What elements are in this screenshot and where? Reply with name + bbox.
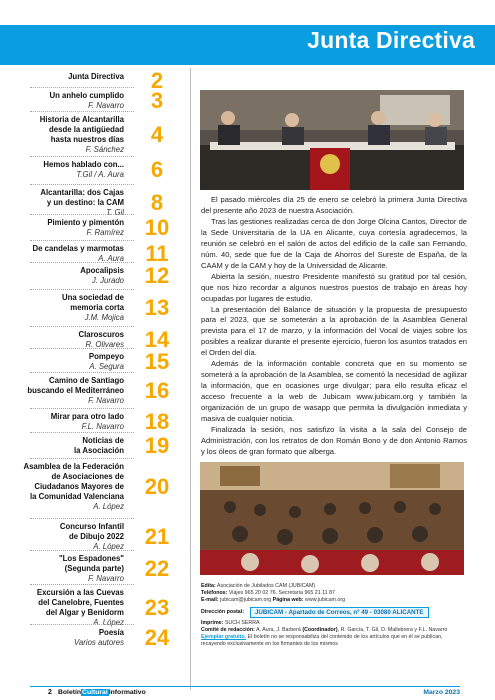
toc-title: Asamblea de la Federación de Asociaciones de Ciudadanos Mayores de la Comunidad Valenciana (23, 462, 124, 501)
toc-entry-text (0, 412, 124, 432)
toc-page-number: 4 (150, 122, 164, 147)
toc-author: T. Gil (106, 208, 124, 217)
toc-separator (30, 184, 134, 185)
toc-separator (30, 111, 134, 112)
toc-separator (30, 326, 134, 327)
toc-entry-text (0, 628, 124, 648)
credits-block (201, 583, 466, 649)
toc-entry-text (0, 266, 124, 286)
toc-entry-text (0, 352, 124, 372)
footer-date: Marzo 2023 (423, 689, 460, 696)
toc-title: Hemos hablado con... (43, 160, 124, 169)
toc-author: T.Gil / A. Aura (76, 170, 124, 179)
toc-author: R. Olivares (85, 340, 124, 349)
toc-title: Apocalipsis (80, 266, 124, 275)
toc-page-number: 6 (150, 157, 164, 182)
toc-separator (30, 458, 134, 459)
toc-author: A. López (93, 618, 124, 627)
toc-page-number: 8 (150, 190, 164, 215)
toc-separator (30, 156, 134, 157)
toc-author: A. Aura (98, 254, 124, 263)
address-brand: JUBICAM (254, 608, 284, 616)
page-title: Junta Directiva (307, 27, 475, 53)
toc-separator (30, 550, 134, 551)
toc-title: Mirar para otro lado (50, 412, 124, 421)
toc-author: J.M. Mojica (84, 313, 124, 322)
article-paragraph: El pasado miércoles día 25 de enero se celebró la primera Junta Directiva del presente año 2023 de nuestra Asociación. (201, 195, 467, 215)
toc-entry-text (0, 293, 124, 323)
toc-page-number: 16 (144, 378, 170, 403)
comite-coordinator: (Coordinador) (302, 627, 338, 634)
toc-page-number: 3 (150, 88, 164, 113)
toc-author: A. Segura (89, 362, 124, 371)
toc-page-number: 19 (144, 433, 170, 458)
toc-page-number: 20 (144, 474, 170, 499)
toc-page-number: 22 (144, 556, 170, 581)
toc-entry-text (0, 91, 124, 111)
article-paragraph: Además de la información contable concreta que en su momento se someterá a la aprobación de la Asamblea, se comentó la necesidad de agilizar la información, que en ocasiones urge divulgar; para ello resulta eficaz el acceso frecuente a la web de Jubicam www.jubicam.org y también la organización de un grupo de wasapp que permita la divulgación inmediata y masiva de cualquier noticia. (201, 359, 467, 424)
toc-title: Una sociedad de memoria corta (62, 293, 124, 312)
article-paragraph: Finalizada la sesión, nos satisfizo la visita a la sala del Consejo de Administración, con los retratos de don Román Bono y de don Antonio Ramos y los óleos de gran formato que alberga. (201, 425, 467, 456)
article-body (201, 195, 467, 458)
audience-photo (200, 462, 464, 575)
footer-rule (30, 686, 460, 687)
toc-title: Noticias de la Asociación (74, 436, 124, 455)
comite-members-a: A. Aura, J. Barberá (256, 627, 301, 634)
toc-author: F. Navarro (88, 396, 124, 405)
toc-author: Varios autores (74, 638, 124, 647)
toc-entry-text (0, 218, 124, 238)
toc-title: "Los Espadones" (Segunda parte) (58, 554, 124, 573)
toc-entry-text (0, 376, 124, 406)
toc-entry-text (0, 554, 124, 584)
toc-page-number: 18 (144, 409, 170, 434)
toc-author: F. Sánchez (85, 145, 124, 154)
email-link[interactable]: jubicam@jubicam.org (220, 597, 272, 604)
toc-separator (30, 348, 134, 349)
toc-title: De candelas y marmotas (32, 244, 124, 253)
toc-author: J. Jurado (91, 276, 124, 285)
toc-title: Un anhelo cumplido (49, 91, 124, 100)
toc-page-number: 21 (144, 524, 170, 549)
toc-author: F.L. Navarro (81, 422, 124, 431)
toc-entry-text (0, 588, 124, 628)
imprime-label: Imprime: (201, 619, 224, 626)
web-link[interactable]: www.jubicam.org (305, 597, 346, 604)
toc-page-number: 14 (144, 327, 170, 352)
imprime-value: SUCH SERRA (224, 619, 260, 626)
brand-part-1: Boletín (58, 689, 82, 696)
toc-entry-text (0, 462, 124, 512)
toc-separator (30, 624, 134, 625)
toc-page-number: 11 (145, 241, 169, 266)
toc-separator (30, 372, 134, 373)
toc-page-number: 13 (144, 295, 170, 320)
address-box (250, 607, 429, 618)
telefonos-label: Teléfonos: (201, 590, 228, 597)
direccion-label: Dirección postal: (201, 608, 244, 615)
telefonos-value: Viajes 965 20 02 76. Secretaría 965 21 11 87 (228, 590, 335, 597)
toc-separator (30, 408, 134, 409)
address-value: - Apartado de Correos, nº 49 - 03080 ALICANTE (283, 608, 424, 616)
toc-separator (30, 240, 134, 241)
comite-label: Comité de redacción: (201, 627, 255, 634)
meeting-photo (200, 90, 464, 190)
toc-entry-text (0, 522, 124, 552)
toc-title: Concurso Infantil de Dibujo 2022 (59, 522, 124, 541)
toc-title: Poesía (98, 628, 124, 637)
toc-title: Claroscuros (78, 330, 124, 339)
toc-title: Junta Directiva (68, 72, 124, 81)
toc-author: F. Navarro (88, 574, 124, 583)
article-paragraph: Abierta la sesión, nuestro Presidente manifestó su gratitud por tal cesión, que nos hizo recordar a algunos nuestros puestos de trabajo en áreas hoy ocupadas por lugares de estudio. (201, 271, 467, 303)
toc-separator (30, 518, 134, 519)
article-paragraph: La presentación del Balance de situación y la propuesta de presupuesto para el 2023, que se someterán a la aprobación de la Asamblea General prevista para el 17 de marzo, y la información del Vocal de viajes sobre los posibles a realizar durante el presente ejercicio, fueron los asuntos tratados en el Orden del día. (201, 304, 467, 358)
toc-page-number: 15 (144, 349, 170, 374)
toc-separator (30, 87, 134, 88)
toc-entry-text (0, 160, 124, 180)
toc-separator (30, 262, 134, 263)
toc-separator (30, 584, 134, 585)
toc-entry-text (0, 72, 124, 82)
toc-entry-text (0, 330, 124, 350)
toc-page-number: 10 (144, 215, 170, 240)
edita-label: Edita: (201, 583, 216, 589)
toc-title: Camino de Santiago buscando el Mediterráneo (27, 376, 124, 395)
footer-brand (58, 689, 146, 696)
footer-page-number: 2 (48, 689, 52, 696)
article-paragraph: Tras las gestiones realizadas cerca de don Jorge Olcina Cantos, Director de la Sede Universitaria de la UA en Alicante, cuya cortesía agradecemos, la reunión se celebró en el salón de actos del edificio de la calle san Fernando, núm. 40, sede que fue de la Caja de Ahorros del Sureste de España, de la CAAM y de la CAM y hoy de la Universidad de Alicante. (201, 216, 467, 270)
web-label: Página web: (272, 597, 304, 604)
disclaimer-text: El boletín no se responsabiliza del contenido de los artículos que en él se publican, recayendo exclusivamente en los firmantes de los mismos (201, 634, 443, 648)
toc-author: A. López (93, 502, 124, 511)
toc-author: F. Navarro (88, 101, 124, 110)
table-of-contents (0, 68, 190, 680)
email-label: E-mail: (201, 597, 219, 604)
toc-author: F. Ramírez (86, 228, 124, 237)
toc-page-number: 12 (144, 263, 170, 288)
brand-part-3: Informativo (108, 689, 146, 696)
toc-title: Pimiento y pimentón (47, 218, 124, 227)
toc-entry-text (0, 436, 124, 456)
column-divider (190, 68, 191, 690)
footer (30, 689, 460, 699)
toc-title: Historia de Alcantarilla desde la antigüedad hasta nuestros días (39, 115, 124, 144)
brand-part-2: Cultural (82, 689, 108, 696)
toc-title: Alcantarilla: dos Cajas y un destino: la CAM (40, 188, 124, 207)
comite-members-b: , R. García, T. Gil, D. Mallebrera y F.L. Navarro (337, 627, 448, 634)
toc-separator (30, 289, 134, 290)
free-copy-label: Ejemplar gratuito. (201, 634, 247, 641)
toc-page-number: 24 (144, 625, 170, 650)
toc-separator (30, 432, 134, 433)
toc-entry-text (0, 244, 124, 264)
toc-page-number: 23 (144, 595, 170, 620)
toc-author: A. López (93, 542, 124, 551)
toc-entry-text (0, 115, 124, 155)
toc-title: Pompeyo (88, 352, 124, 361)
toc-page-number: 2 (150, 68, 164, 93)
toc-separator (30, 214, 134, 215)
toc-title: Excursión a las Cuevas del Canelobre, Fuentes del Algar y Benidorm (36, 588, 124, 617)
edita-value: Asociación de Jubilados CAM (JUBICAM) (216, 583, 316, 589)
